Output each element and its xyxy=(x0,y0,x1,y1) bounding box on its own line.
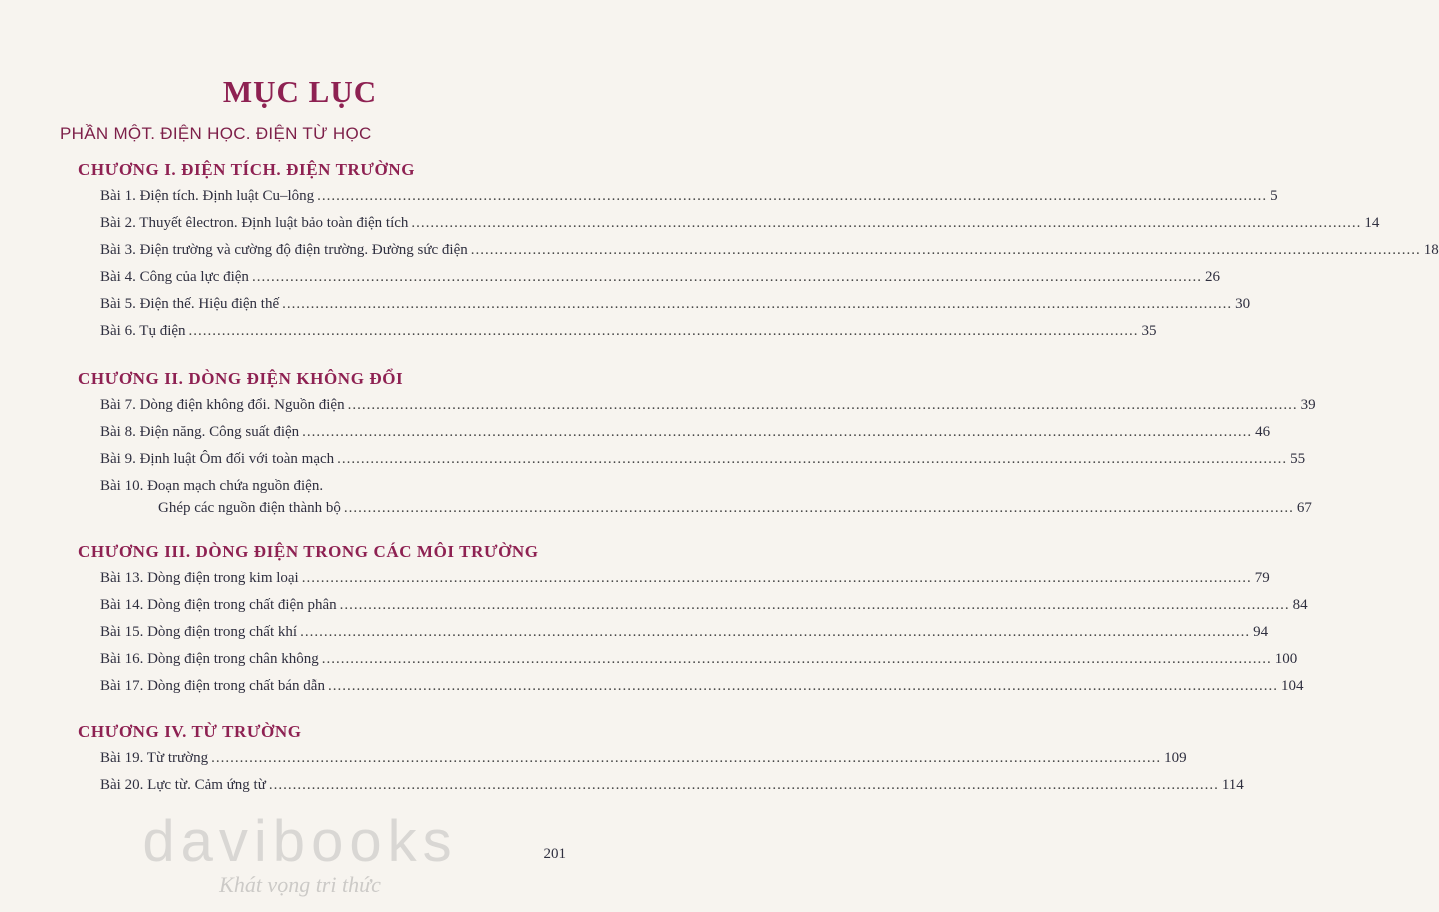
toc-entry[interactable] xyxy=(100,750,1187,772)
entry-page: 35 xyxy=(1141,323,1157,339)
entry-page: 109 xyxy=(1164,750,1187,766)
watermark-logo: davibooks xyxy=(142,809,458,874)
dot-leader: ........................................................................................................................................................................................................ xyxy=(188,323,1139,339)
entry-label: Bài 5. Điện thế. Hiệu điện thế xyxy=(100,296,280,312)
toc-entry[interactable] xyxy=(100,242,1439,264)
entry-page: 26 xyxy=(1204,269,1220,285)
dot-leader: ........................................................................................................................................................................................................ xyxy=(302,424,1253,440)
dot-leader: ........................................................................................................................................................................................................ xyxy=(337,451,1288,467)
entry-page: 46 xyxy=(1255,424,1271,440)
dot-leader: ........................................................................................................................................................................................................ xyxy=(300,624,1251,640)
entry-label: Bài 6. Tụ điện xyxy=(100,323,186,339)
entry-label: Bài 4. Công của lực điện xyxy=(100,269,249,285)
toc-entry[interactable] xyxy=(100,215,1380,237)
toc-entry[interactable] xyxy=(100,570,1270,592)
entry-page: 5 xyxy=(1270,188,1278,204)
entry-label: Bài 17. Dòng điện trong chất bán dẫn xyxy=(100,678,325,694)
chapter-4-title: CHƯƠNG IV. TỪ TRƯỜNG xyxy=(78,722,302,741)
entry-label: Bài 3. Điện trường và cường độ điện trường. Đường sức điện xyxy=(100,242,468,258)
part-title: PHẦN MỘT. ĐIỆN HỌC. ĐIỆN TỪ HỌC xyxy=(60,124,372,143)
entry-page: 100 xyxy=(1274,651,1298,667)
dot-leader: ........................................................................................................................................................................................................ xyxy=(347,397,1298,413)
toc-entry[interactable] xyxy=(100,424,1271,446)
dot-leader: ........................................................................................................................................................................................................ xyxy=(411,215,1362,231)
toc-entry[interactable] xyxy=(100,500,1312,522)
toc-entry[interactable] xyxy=(100,451,1306,473)
toc-entry[interactable] xyxy=(100,323,1157,345)
entry-page: 84 xyxy=(1292,597,1308,613)
entry-page: 18 xyxy=(1423,242,1439,258)
toc-entry[interactable] xyxy=(100,397,1316,419)
entry-label-line1: Bài 10. Đoạn mạch chứa nguồn điện. xyxy=(100,478,324,494)
page-number: 201 xyxy=(543,846,566,862)
toc-entry[interactable] xyxy=(100,777,1244,799)
dot-leader: ........................................................................................................................................................................................................ xyxy=(327,678,1278,694)
entry-page: 79 xyxy=(1254,570,1270,586)
toc-entry[interactable] xyxy=(100,651,1298,673)
entry-label: Bài 7. Dòng điện không đổi. Nguồn điện xyxy=(100,397,345,413)
entry-label: Bài 8. Điện năng. Công suất điện xyxy=(100,424,300,440)
entry-page: 114 xyxy=(1221,777,1244,793)
entry-label: Bài 9. Định luật Ôm đối với toàn mạch xyxy=(100,451,335,467)
dot-leader: ........................................................................................................................................................................................................ xyxy=(317,188,1268,204)
entry-label: Bài 13. Dòng điện trong kim loại xyxy=(100,570,299,586)
dot-leader: ........................................................................................................................................................................................................ xyxy=(470,242,1421,258)
chapter-3-title: CHƯƠNG III. DÒNG ĐIỆN TRONG CÁC MÔI TRƯỜNG xyxy=(78,542,539,561)
dot-leader: ........................................................................................................................................................................................................ xyxy=(339,597,1290,613)
dot-leader: ........................................................................................................................................................................................................ xyxy=(251,269,1202,285)
chapter-1-title: CHƯƠNG I. ĐIỆN TÍCH. ĐIỆN TRƯỜNG xyxy=(78,160,416,179)
entry-page: 30 xyxy=(1235,296,1251,312)
dot-leader: ........................................................................................................................................................................................................ xyxy=(268,777,1219,793)
entry-label: Bài 1. Điện tích. Định luật Cu–lông xyxy=(100,188,315,204)
page-title: MỤC LỤC xyxy=(222,74,378,109)
entry-label: Bài 20. Lực từ. Cảm ứng từ xyxy=(100,777,266,793)
entry-page: 39 xyxy=(1300,397,1316,413)
entry-page: 55 xyxy=(1290,451,1306,467)
watermark-tagline: Khát vọng tri thức xyxy=(219,872,381,897)
dot-leader: ........................................................................................................................................................................................................ xyxy=(211,750,1162,766)
entry-label: Bài 16. Dòng điện trong chân không xyxy=(100,651,319,667)
entry-page: 104 xyxy=(1280,678,1304,694)
toc-entry[interactable] xyxy=(100,269,1220,291)
dot-leader: ........................................................................................................................................................................................................ xyxy=(321,651,1272,667)
entry-page: 67 xyxy=(1296,500,1312,516)
entry-page: 14 xyxy=(1364,215,1380,231)
toc-entry[interactable] xyxy=(100,624,1269,646)
entry-label: Bài 14. Dòng điện trong chất điện phân xyxy=(100,597,337,613)
entry-label: Bài 2. Thuyết êlectron. Định luật bảo toàn điện tích xyxy=(100,215,409,231)
entry-label: Bài 15. Dòng điện trong chất khí xyxy=(100,624,298,640)
toc-entry[interactable] xyxy=(100,597,1308,619)
entry-label-line2: Ghép các nguồn điện thành bộ xyxy=(158,500,341,516)
entry-label: Bài 19. Từ trường xyxy=(100,750,209,766)
toc-entry[interactable] xyxy=(100,296,1251,318)
dot-leader: ........................................................................................................................................................................................................ xyxy=(282,296,1233,312)
chapter-2-title: CHƯƠNG II. DÒNG ĐIỆN KHÔNG ĐỔI xyxy=(78,369,404,388)
dot-leader: ........................................................................................................................................................................................................ xyxy=(343,500,1294,516)
toc-entry[interactable] xyxy=(100,188,1278,210)
toc-entry[interactable] xyxy=(100,678,1304,700)
dot-leader: ........................................................................................................................................................................................................ xyxy=(301,570,1252,586)
entry-page: 94 xyxy=(1253,624,1269,640)
